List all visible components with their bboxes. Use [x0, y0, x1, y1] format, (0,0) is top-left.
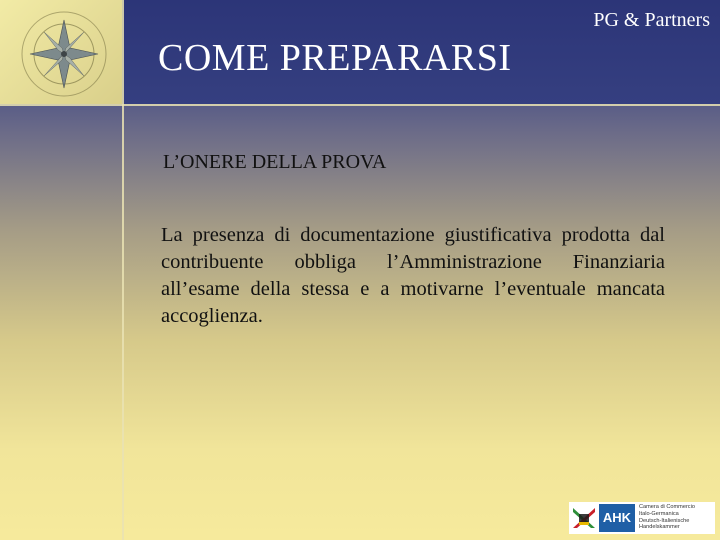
horizontal-divider [0, 104, 720, 106]
ahk-lines [639, 504, 695, 531]
slide-title: COME PREPARARSI [158, 37, 512, 79]
ahk-line: Camera di Commercio [639, 504, 695, 510]
brand-name: PG & Partners [593, 9, 710, 31]
section-subtitle: L’ONERE DELLA PROVA [163, 151, 387, 173]
ahk-logo [569, 502, 715, 534]
ahk-line: Deutsch-Italienische [639, 517, 690, 524]
vertical-divider [122, 0, 124, 540]
compass-rose-icon [0, 0, 122, 104]
body-paragraph: La presenza di documentazione giustificativa prodotta dal contribuente obbliga l’Amministrazione Finanziaria all’esame della stessa e a motivarne l’eventuale mancata accoglienza. [161, 224, 665, 327]
flag-emblem-icon [571, 506, 597, 530]
ahk-mark: AHK [599, 504, 635, 532]
compass-logo [0, 0, 122, 104]
ahk-line: Handelskammer [639, 524, 680, 531]
ahk-line: Italo-Germanica [639, 510, 679, 517]
